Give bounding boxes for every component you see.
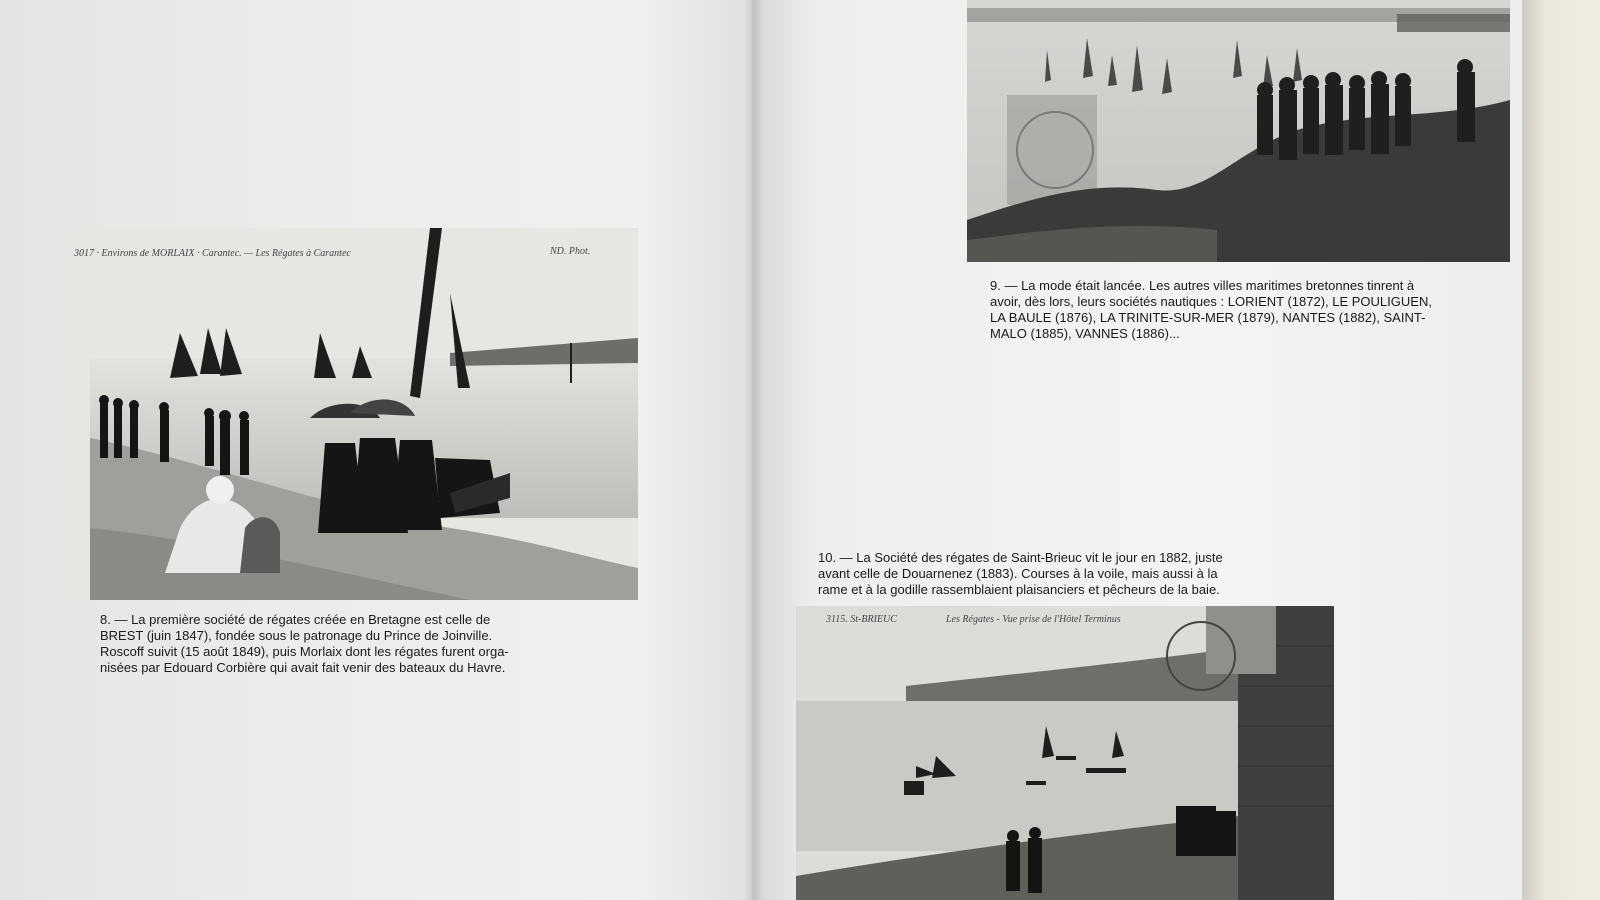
- caption-10-line-1: 10. — La Société des régates de Saint-Brieuc vit le jour en 1882, juste: [818, 550, 1223, 565]
- caption-9-line-2: avoir, dès lors, leurs sociétés nautiques : LORIENT (1872), LE POULIGUEN,: [990, 294, 1432, 309]
- book-gutter: [744, 0, 764, 900]
- caption-8: [100, 612, 625, 676]
- photo-9-regatta-spectators: [967, 0, 1510, 262]
- page-edge-background: [1522, 0, 1600, 900]
- caption-8-line-3: Roscoff suivit (15 août 1849), puis Morlaix dont les régates furent orga-: [100, 644, 509, 659]
- caption-9-line-4: MALO (1885), VANNES (1886)...: [990, 326, 1180, 341]
- caption-9-line-3: LA BAULE (1876), LA TRINITE-SUR-MER (1879), NANTES (1882), SAINT-: [990, 310, 1426, 325]
- caption-8-line-2: BREST (juin 1847), fondée sous le patronage du Prince de Joinville.: [100, 628, 493, 643]
- caption-8-line-4: nisées par Edouard Corbière qui avait fait venir des bateaux du Havre.: [100, 660, 506, 675]
- caption-10: [818, 550, 1320, 598]
- photo-8-carantec-regatta: [70, 228, 638, 600]
- photo-10-image: [796, 606, 1334, 900]
- photo-8-imprint-right: ND. Phot.: [550, 246, 591, 257]
- photo-10-saint-brieuc-regatta: [796, 606, 1334, 900]
- caption-10-line-3: rame et à la godille rassemblaient plaisanciers et pêcheurs de la baie.: [818, 582, 1220, 597]
- photo-10-imprint-center: Les Régates - Vue prise de l'Hôtel Terminus: [946, 614, 1121, 625]
- caption-9: [990, 278, 1490, 342]
- photo-8-imprint-left: 3017 · Environs de MORLAIX · Carantec. — Les Régates à Carantec: [74, 248, 351, 259]
- photo-10-imprint-left: 3115. St-BRIEUC: [826, 614, 897, 625]
- caption-8-line-1: 8. — La première société de régates créée en Bretagne est celle de: [100, 612, 491, 627]
- photo-9-image: [967, 0, 1510, 262]
- caption-10-line-2: avant celle de Douarnenez (1883). Courses à la voile, mais aussi à la: [818, 566, 1218, 581]
- caption-9-line-1: 9. — La mode était lancée. Les autres villes maritimes bretonnes tinrent à: [990, 278, 1415, 293]
- photo-8-image: [70, 228, 638, 600]
